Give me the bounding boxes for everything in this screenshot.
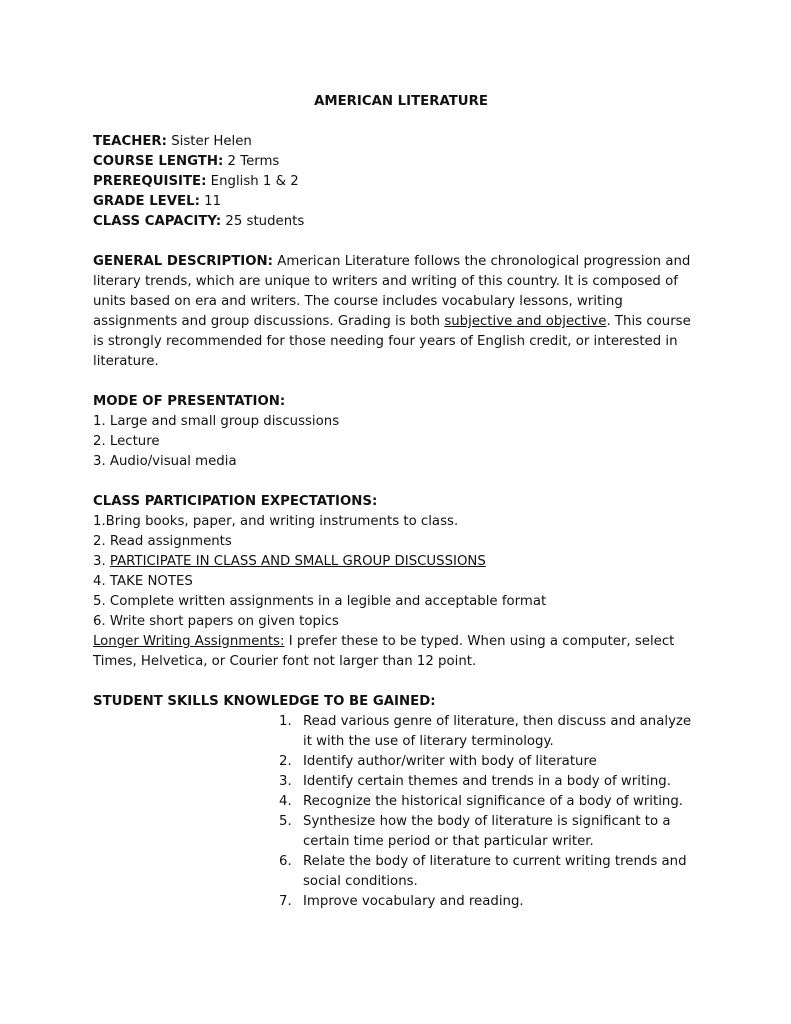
general-description xyxy=(93,252,703,372)
participation-heading: CLASS PARTICIPATION EXPECTATIONS: xyxy=(93,494,378,509)
mode-heading: MODE OF PRESENTATION: xyxy=(93,394,286,409)
participation-item-underlined: PARTICIPATE IN CLASS AND SMALL GROUP DISCUSSIONS xyxy=(109,554,486,569)
page-title: AMERICAN LITERATURE xyxy=(314,94,488,109)
skills-item-number: 4. xyxy=(279,794,292,809)
skills-list-item xyxy=(279,892,703,912)
course-length-row xyxy=(93,152,703,172)
participation-item xyxy=(93,552,703,572)
skills-item-number: 1. xyxy=(279,714,292,729)
skills-item-text: Identify author/writer with body of literature xyxy=(303,754,597,769)
skills-list xyxy=(279,712,703,912)
mode-item: 1. Large and small group discussions xyxy=(93,414,340,429)
class-capacity-value: 25 students xyxy=(225,214,305,229)
participation-item: 4. TAKE NOTES xyxy=(93,574,193,589)
skills-item-text: Relate the body of literature to current writing trends and social conditions. xyxy=(303,854,687,889)
mode-of-presentation xyxy=(93,392,703,472)
general-description-underlined: subjective and objective xyxy=(444,314,607,329)
mode-item: 3. Audio/visual media xyxy=(93,454,237,469)
prerequisite-label: PREREQUISITE: xyxy=(93,174,207,189)
skills-item-text: Improve vocabulary and reading. xyxy=(303,894,524,909)
participation-item: 2. Read assignments xyxy=(93,534,232,549)
general-description-text-after: . This course is strongly recommended for those needing four years of English credit, or interested in literature. xyxy=(93,314,691,369)
class-capacity-row xyxy=(93,212,703,232)
course-info xyxy=(93,132,703,232)
participation-item: 1.Bring books, paper, and writing instruments to class. xyxy=(93,514,459,529)
teacher-label: TEACHER: xyxy=(93,134,167,149)
skills-list-item xyxy=(279,792,703,812)
skills-item-number: 2. xyxy=(279,754,292,769)
skills-list-item xyxy=(279,772,703,792)
student-skills xyxy=(93,692,703,912)
class-participation xyxy=(93,492,703,672)
teacher-value: Sister Helen xyxy=(171,134,252,149)
longer-writing-note xyxy=(93,632,703,672)
skills-list-item xyxy=(279,752,703,772)
grade-level-value: 11 xyxy=(204,194,222,209)
class-capacity-label: CLASS CAPACITY: xyxy=(93,214,222,229)
skills-item-text: Recognize the historical significance of a body of writing. xyxy=(303,794,683,809)
skills-list-item xyxy=(279,812,703,852)
skills-item-number: 7. xyxy=(279,894,292,909)
mode-item: 2. Lecture xyxy=(93,434,160,449)
skills-item-number: 3. xyxy=(279,774,292,789)
document-page xyxy=(93,92,703,912)
skills-item-number: 6. xyxy=(279,854,292,869)
general-description-label: GENERAL DESCRIPTION: xyxy=(93,254,273,269)
skills-heading: STUDENT SKILLS KNOWLEDGE TO BE GAINED: xyxy=(93,694,436,709)
teacher-row xyxy=(93,132,703,152)
prerequisite-row xyxy=(93,172,703,192)
grade-level-row xyxy=(93,192,703,212)
skills-item-text: Identify certain themes and trends in a body of writing. xyxy=(303,774,671,789)
skills-item-text: Read various genre of literature, then discuss and analyze it with the use of literary terminology. xyxy=(303,714,692,749)
skills-item-number: 5. xyxy=(279,814,292,829)
course-length-label: COURSE LENGTH: xyxy=(93,154,224,169)
skills-list-item xyxy=(279,852,703,892)
course-length-value: 2 Terms xyxy=(227,154,280,169)
skills-list-item xyxy=(279,712,703,752)
skills-item-text: Synthesize how the body of literature is significant to a certain time period or that particular writer. xyxy=(303,814,671,849)
longer-writing-text: I prefer these to be typed. When using a computer, select Times, Helvetica, or Courier font not larger than 12 point. xyxy=(93,634,675,669)
grade-level-label: GRADE LEVEL: xyxy=(93,194,200,209)
participation-item: 5. Complete written assignments in a legible and acceptable format xyxy=(93,594,547,609)
prerequisite-value: English 1 & 2 xyxy=(210,174,299,189)
general-description-text-before: American Literature follows the chronological progression and literary trends, which are unique to writers and writing of this country. It is composed of units based on era and writers. The course includes vocabulary lessons, writing assignments and group discussions. Grading is both xyxy=(93,254,691,329)
longer-writing-label: Longer Writing Assignments: xyxy=(93,634,285,649)
participation-item-number: 3. xyxy=(93,554,110,569)
participation-item: 6. Write short papers on given topics xyxy=(93,614,339,629)
